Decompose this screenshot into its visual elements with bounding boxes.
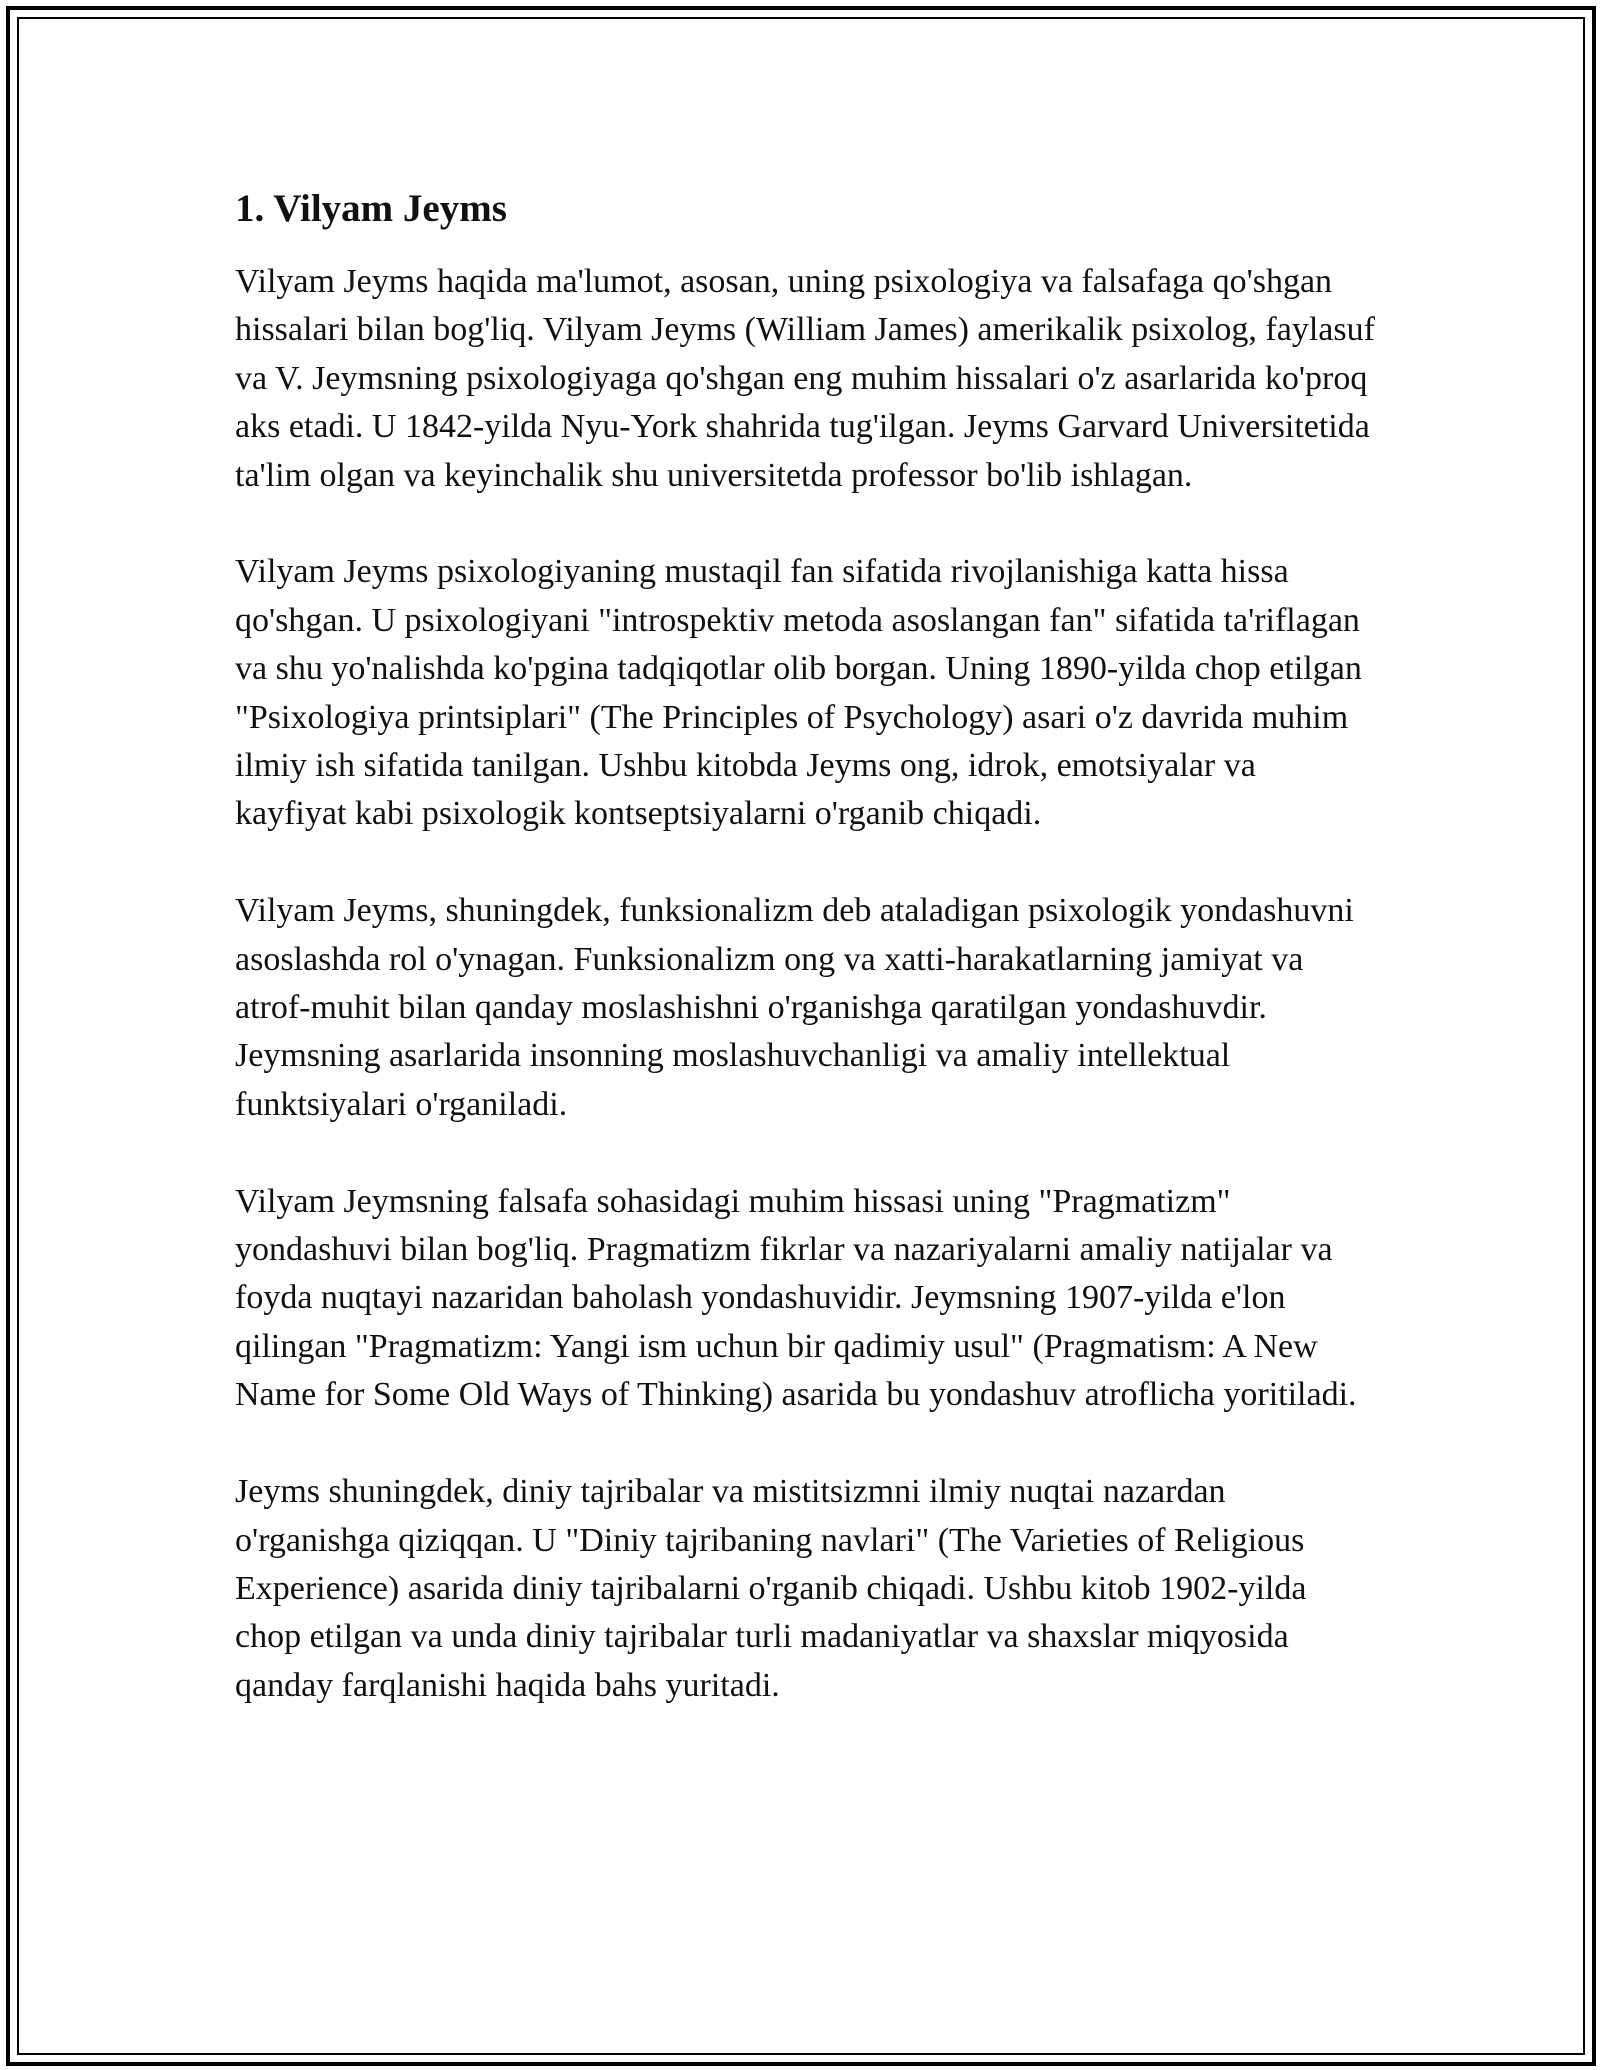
paragraph-psychology: Vilyam Jeyms psixologiyaning mustaqil fan sifatida rivojlanishiga katta hissa qo'shgan. U psixologiyani "introspektiv metoda asoslangan fan" sifatida ta'riflagan va shu yo'nalishda ko'pgina tadqiqotlar olib borgan. Uning 1890-yilda chop etilgan "Psixologiya printsiplari" (The Principles of Psychology) asari o'z davrida muhim ilmiy ish sifatida tanilgan. Ushbu kitobda Jeyms ong, idrok, emotsiyalar va kayfiyat kabi psixologik kontseptsiyalarni o'rganib chiqadi.: [235, 553, 1362, 833]
document-body: [235, 186, 1375, 1710]
paragraph-religion: Jeyms shuningdek, diniy tajribalar va mistitsizmni ilmiy nuqtai nazardan o'rganishga qiziqqan. U "Diniy tajribaning navlari" (The Varieties of Religious Experience) asarida diniy tajribalarni o'rganib chiqadi. Ushbu kitob 1902-yilda chop etilgan va unda diniy tajribalar turli madaniyatlar va shaxslar miqyosida qanday farqlanishi haqida bahs yuritadi.: [235, 1473, 1307, 1704]
paragraph-intro: Vilyam Jeyms haqida ma'lumot, asosan, uning psixologiya va falsafaga qo'shgan hissalari bilan bog'liq. Vilyam Jeyms (William James) amerikalik psixolog, faylasuf va V. Jeymsning psixologiyaga qo'shgan eng muhim hissalari o'z asarlarida ko'proq aks etadi. U 1842-yilda Nyu-York shahrida tug'ilgan. Jeyms Garvard Universitetida ta'lim olgan va keyinchalik shu universitetda professor bo'lib ishlagan.: [235, 263, 1375, 494]
section-heading: 1. Vilyam Jeyms: [235, 187, 507, 230]
paragraph-functionalism: Vilyam Jeyms, shuningdek, funksionalizm deb ataladigan psixologik yondashuvni asoslashda rol o'ynagan. Funksionalizm ong va xatti-harakatlarning jamiyat va atrof-muhit bilan qanday moslashishni o'rganishga qaratilgan yondashuvdir. Jeymsning asarlarida insonning moslashuvchanligi va amaliy intellektual funktsiyalari o'rganiladi.: [235, 892, 1354, 1123]
paragraph-pragmatism: Vilyam Jeymsning falsafa sohasidagi muhim hissasi uning "Pragmatizm" yondashuvi bilan bog'liq. Pragmatizm fikrlar va nazariyalarni amaliy natijalar va foyda nuqtayi nazaridan baholash yondashuvidir. Jeymsning 1907-yilda e'lon qilingan "Pragmatizm: Yangi ism uchun bir qadimiy usul" (Pragmatism: A New Name for Some Old Ways of Thinking) asarida bu yondashuv atroflicha yoritiladi.: [235, 1182, 1357, 1414]
